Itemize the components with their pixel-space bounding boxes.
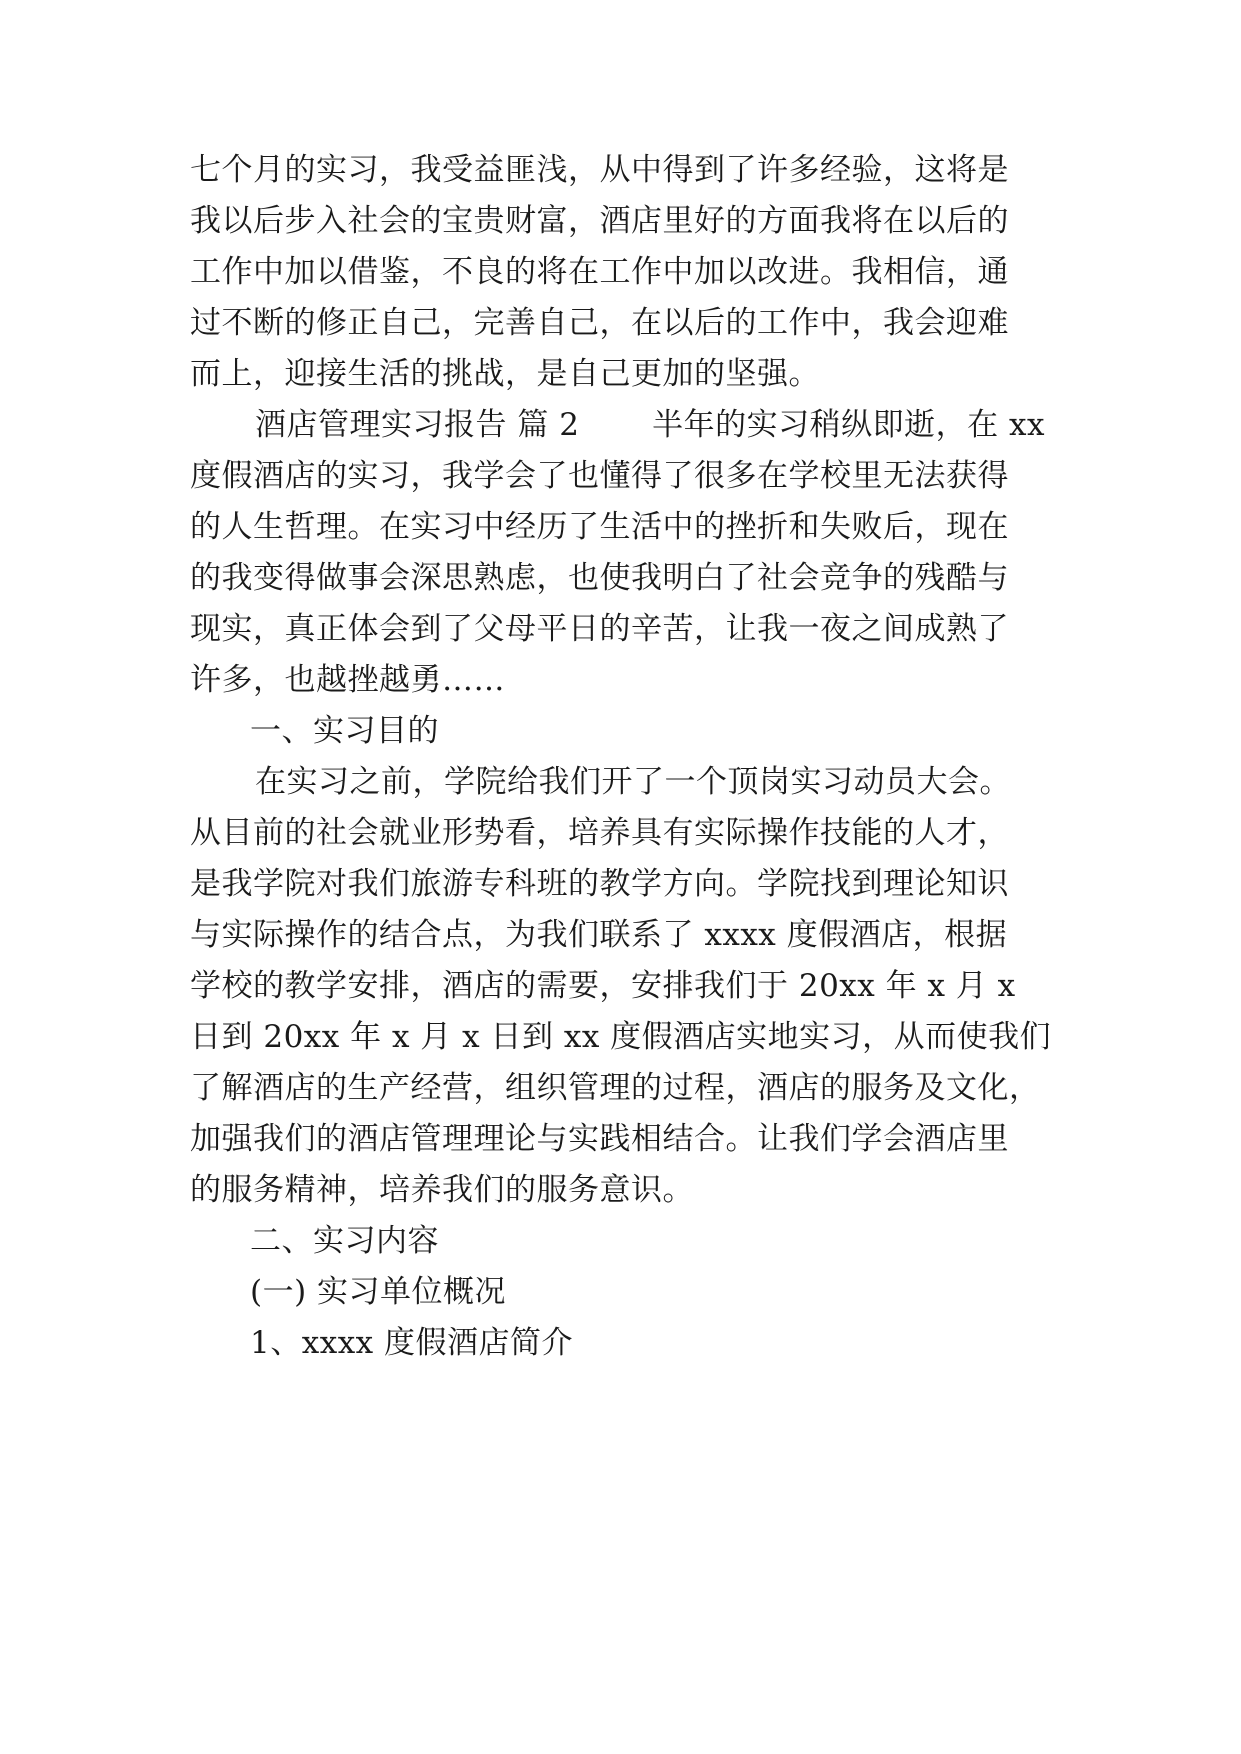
paragraph-line: 从目前的社会就业形势看，培养具有实际操作技能的人才， — [190, 815, 1009, 851]
paragraph-line: 与实际操作的结合点，为我们联系了 xxxx 度假酒店，根据 — [190, 917, 1008, 953]
paragraph-line: 我以后步入社会的宝贵财富，酒店里好的方面我将在以后的 — [190, 203, 1009, 239]
paragraph-line: 日到 20xx 年 x 月 x 日到 xx 度假酒店实地实习，从而使我们 — [190, 1019, 1052, 1055]
paragraph-line: 学校的教学安排，酒店的需要，安排我们于 20xx 年 x 月 x — [190, 968, 1016, 1004]
paragraph-line: 半年的实习稍纵即逝，在 xx — [652, 407, 1045, 443]
section-heading: 一、实习目的 — [250, 713, 439, 749]
paragraph-line: 的服务精神，培养我们的服务意识。 — [190, 1172, 694, 1208]
subsection-heading: (一) 实习单位概况 — [250, 1274, 507, 1310]
subsection-heading: 1、xxxx 度假酒店简介 — [250, 1325, 574, 1361]
paragraph-line: 的人生哲理。在实习中经历了生活中的挫折和失败后，现在 — [190, 509, 1009, 545]
paragraph-line: 的我变得做事会深思熟虑，也使我明白了社会竞争的残酷与 — [190, 560, 1009, 596]
section-heading: 二、实习内容 — [250, 1223, 439, 1259]
paragraph-line: 在实习之前，学院给我们开了一个顶岗实习动员大会。 — [255, 764, 1011, 800]
paragraph-line: 是我学院对我们旅游专科班的教学方向。学院找到理论知识 — [190, 866, 1009, 902]
paragraph-line: 现实，真正体会到了父母平日的辛苦，让我一夜之间成熟了 — [190, 611, 1009, 647]
paragraph-line: 工作中加以借鉴，不良的将在工作中加以改进。我相信，通 — [190, 254, 1009, 290]
paragraph-line: 七个月的实习，我受益匪浅，从中得到了许多经验，这将是 — [190, 152, 1009, 188]
report-title: 酒店管理实习报告 篇 2 — [255, 407, 580, 443]
paragraph-line: 过不断的修正自己，完善自己，在以后的工作中，我会迎难 — [190, 305, 1009, 341]
section-title-line — [255, 405, 1055, 445]
paragraph-line: 加强我们的酒店管理理论与实践相结合。让我们学会酒店里 — [190, 1121, 1009, 1157]
paragraph-line: 而上，迎接生活的挑战，是自己更加的坚强。 — [190, 356, 820, 392]
paragraph-line: 许多，也越挫越勇…… — [190, 662, 505, 698]
paragraph-line: 度假酒店的实习，我学会了也懂得了很多在学校里无法获得 — [190, 458, 1009, 494]
paragraph-line: 了解酒店的生产经营，组织管理的过程，酒店的服务及文化， — [190, 1070, 1041, 1106]
